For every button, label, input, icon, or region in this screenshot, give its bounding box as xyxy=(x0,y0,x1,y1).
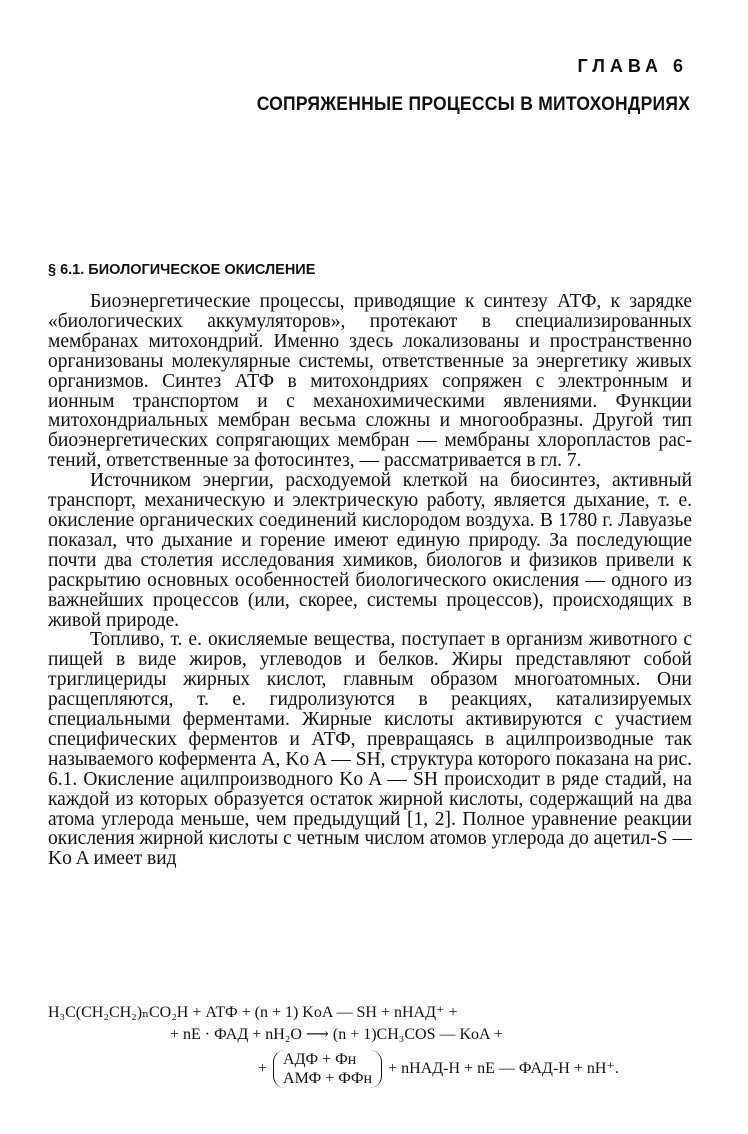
equation-tail: + nНАД-H + nE — ФАД-H + nH⁺. xyxy=(388,1060,619,1077)
chapter-title: СОПРЯЖЕННЫЕ ПРОЦЕССЫ В МИТОХОНДРИЯХ xyxy=(256,94,690,115)
equation-line-1: H₃C(CH₂CH₂)ₙCO₂H + АТФ + (n + 1) KoA — SH + nНАД⁺ + xyxy=(48,1004,458,1021)
equation-line-3 xyxy=(48,1050,698,1088)
equation-bracket xyxy=(273,1050,382,1088)
equation-plus: + xyxy=(258,1060,268,1077)
section-heading: § 6.1. БИОЛОГИЧЕСКОЕ ОКИСЛЕНИЕ xyxy=(48,262,316,278)
body-text xyxy=(48,292,692,869)
equation-line-2: + nE · ФАД + nH₂O ⟶ (n + 1)CH₃COS — KoA + xyxy=(170,1026,503,1043)
paragraph: Источником энергии, расходуемой клеткой на биосинтез, активный транспорт, механическую и электрическую работу, является дыхание, т. е. окисление органических соединений кислородом воздуха. В 1780 г. Лавуазье показал, что дыхание и горение имеют единую природу. За последующие почти два столетия исследования химиков, биологов и физиков привели к раскрытию основных особенностей биологического окисления — одного из важнейших процессов (или, скорее, системы процессов), происходящих в живой природе. xyxy=(48,470,692,631)
paragraph: Биоэнергетические процессы, приводящие к синтезу АТФ, к зарядке «биологических аккумуляторов», протекают в специализированных мембранах митохондрий. Именно здесь локализованы и пространственно организованы молекулярные системы, ответственные за энергетику живых организмов. Синтез АТФ в митохондриях сопряжен с электронным и ионным транспортом и с механохимическими явлениями. Функции митохондриальных мембран весьма сложны и многообразны. Другой тип биоэнергетических сопрягающих мембран — мембраны хлоропластов растений, ответственные за фотосинтез, — рассматривается в гл. 7. xyxy=(48,291,692,472)
bracket-bottom-term: АМФ + ФФн xyxy=(283,1070,373,1087)
paragraph: Топливо, т. е. окисляемые вещества, поступает в организм животного с пищей в виде жиров, углеводов и белков. Жиры представляют собой триглицериды жирных кислот, главным образом многоатомных. Они расщепляются, т. е. гидролизуются в реакциях, катализируемых специальными ферментами. Жирные кислоты активируются с участием специфических ферментов и АТФ, превращаясь в ацилпроизводные так называемого кофермента A, Ko A — SH, структура которого показана на рис. 6.1. Окисление ацилпроизводного Ko A — SH происходит в ряде стадий, на каждой из которых образуется остаток жирной кислоты, содержащий на два атома углерода меньше, чем предыдущий [1, 2]. Полное уравнение реакции окисления жирной кислоты с четным числом атомов углерода до ацетил-S — Ko A имеет вид xyxy=(48,629,692,870)
reaction-equation xyxy=(48,1002,698,1088)
chapter-label: ГЛАВА 6 xyxy=(577,56,688,76)
bracket-top-term: АДФ + Фн xyxy=(283,1051,357,1068)
